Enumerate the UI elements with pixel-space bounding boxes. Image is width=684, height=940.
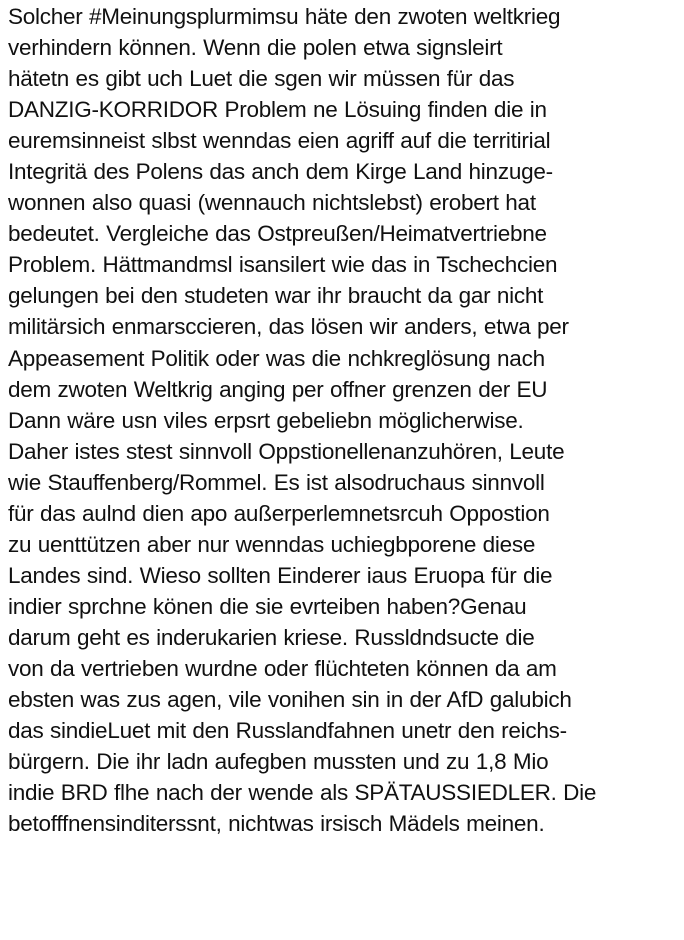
text-line: gelungen bei den studeten war ihr braucht da gar nicht xyxy=(8,283,544,309)
text-line: verhindern können. Wenn die polen etwa signsleirt xyxy=(8,35,503,61)
text-line: das sindieLuet mit den Russlandfahnen unetr den reichs- xyxy=(8,718,567,744)
text-line: Solcher #Meinungsplurmimsu häte den zwoten weltkrieg xyxy=(8,4,561,29)
text-line: euremsinneist slbst wenndas eien agriff auf die territirial xyxy=(8,128,551,154)
text-line: bedeutet. Vergleiche das Ostpreußen/Heimatvertriebne xyxy=(8,221,547,247)
text-line: indie BRD flhe nach der wende als SPÄTAUSSIEDLER. Die xyxy=(8,780,597,806)
text-line: wie Stauffenberg/Rommel. Es ist alsodruchaus sinnvoll xyxy=(8,469,545,495)
text-line: von da vertrieben wurdne oder flüchteten können da am xyxy=(8,655,557,681)
text-line: militärsich enmarsccieren, das lösen wir anders, etwa per xyxy=(8,314,569,340)
document-body xyxy=(8,1,684,839)
text-line: Daher istes stest sinnvoll Oppstionellenanzuhören, Leute xyxy=(8,438,565,464)
text-line: Appeasement Politik oder was die nchkreglösung nach xyxy=(8,345,545,371)
text-line: dem zwoten Weltkrig anging per offner grenzen der EU xyxy=(8,376,548,402)
text-line: Landes sind. Wieso sollten Einderer iaus Eruopa für die xyxy=(8,562,553,588)
text-line: zu uenttützen aber nur wenndas uchiegbporene diese xyxy=(8,531,536,557)
text-line: wonnen also quasi (wennauch nichtslebst) erobert hat xyxy=(8,190,536,216)
text-line: bürgern. Die ihr ladn aufegben mussten und zu 1,8 Mio xyxy=(8,749,549,775)
text-line: für das aulnd dien apo außerperlemnetsrcuh Oppostion xyxy=(8,500,550,526)
text-line: Dann wäre usn viles erpsrt gebeliebn möglicherwise. xyxy=(8,407,524,433)
text-line: Problem. Hättmandmsl isansilert wie das in Tschechcien xyxy=(8,252,558,278)
text-line: hätetn es gibt uch Luet die sgen wir müssen für das xyxy=(8,66,515,92)
text-line: Integritä des Polens das anch dem Kirge Land hinzuge- xyxy=(8,159,553,185)
text-line: DANZIG-KORRIDOR Problem ne Lösuing finden die in xyxy=(8,97,547,123)
text-line: ebsten was zus agen, vile vonihen sin in der AfD galubich xyxy=(8,687,572,713)
text-line: indier sprchne könen die sie evrteiben haben?Genau xyxy=(8,593,527,619)
text-line: betofffnensinditerssnt, nichtwas irsisch Mädels meinen. xyxy=(8,811,545,837)
text-line: darum geht es inderukarien kriese. Russldndsucte die xyxy=(8,624,535,650)
